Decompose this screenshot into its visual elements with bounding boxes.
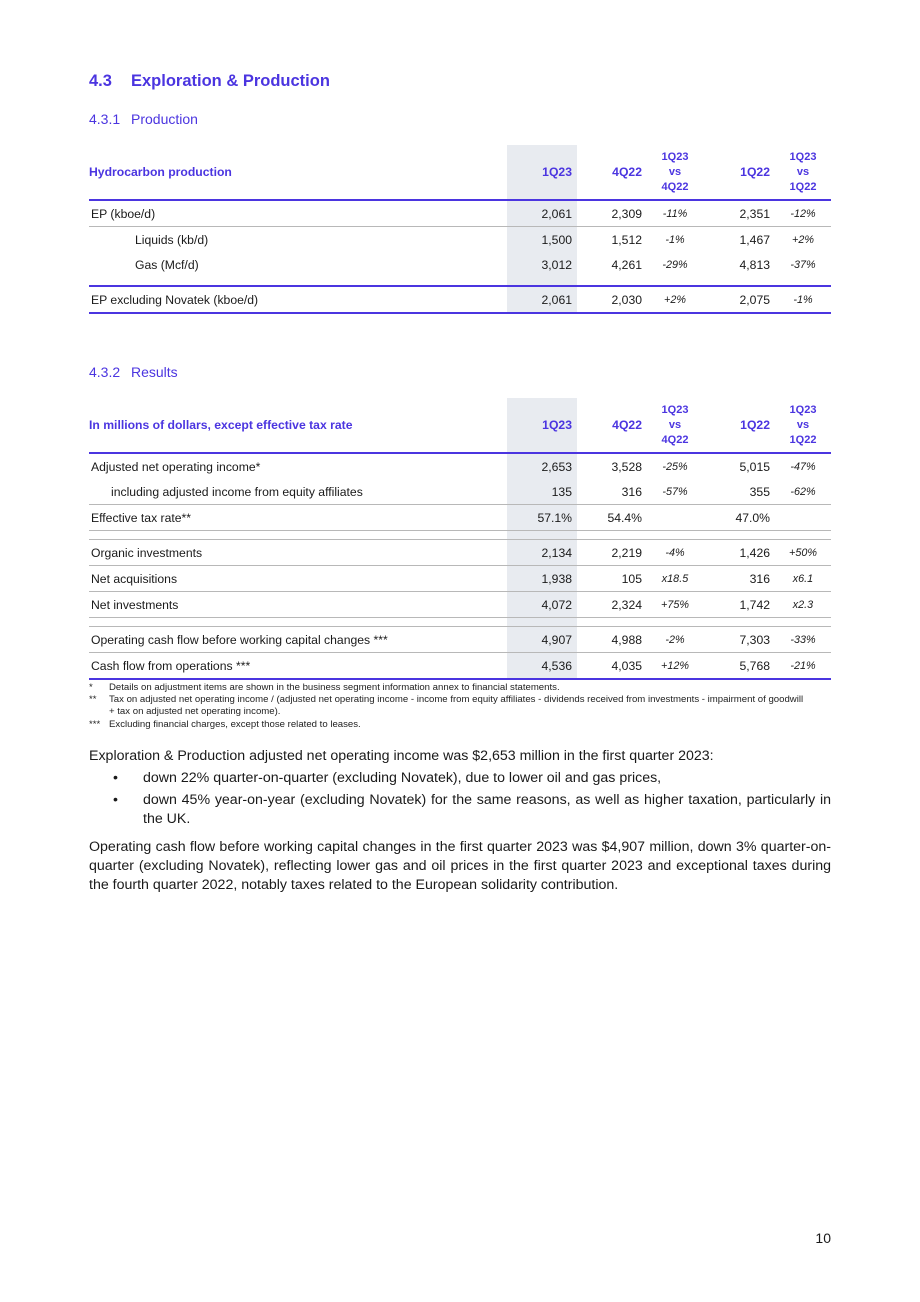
header-vs-4q22: 1Q23 vs 4Q22: [647, 398, 703, 453]
table-row: Adjusted net operating income* 2,653 3,528 -25% 5,015 -47%: [89, 453, 831, 479]
table-spacer: [89, 531, 831, 540]
production-number: 4.3.1: [89, 111, 121, 127]
production-header-row: [89, 145, 831, 200]
footnote: *** Excluding financial charges, except those related to leases.: [89, 718, 361, 730]
footnote: ** Tax on adjusted net operating income / (adjusted net operating income - income from equity affiliates - dividends received from investments - impairment of goodwill + tax on adjusted net operating income).: [89, 694, 804, 718]
table-row: Gas (Mcf/d) 3,012 4,261 -29% 4,813 -37%: [89, 252, 831, 277]
bullet-icon: •: [113, 770, 118, 786]
list-item: • down 45% year-on-year (excluding Novatek) for the same reasons, as well as higher taxation, particularly in the UK.: [113, 792, 831, 827]
production-table: [89, 145, 831, 314]
results-table: [89, 398, 831, 680]
footnote: * Details on adjustment items are shown in the business segment information annex to financial statements.: [89, 682, 560, 693]
header-vs-4q22: 1Q23 vs 4Q22: [647, 145, 703, 200]
header-vs-1q22: 1Q23 vs 1Q22: [775, 398, 831, 453]
intro-paragraph: Exploration & Production adjusted net operating income was $2,653 million in the first quarter 2023:: [89, 748, 714, 764]
header-1q22: 1Q22: [703, 398, 775, 453]
header-1q23: 1Q23: [507, 145, 577, 200]
page-number: 10: [815, 1230, 831, 1246]
footnotes: [89, 682, 809, 731]
header-1q23: 1Q23: [507, 398, 577, 453]
table-row: including adjusted income from equity affiliates 135 316 -57% 355 -62%: [89, 479, 831, 505]
bullet-list: [89, 769, 831, 832]
table-row: EP excluding Novatek (kboe/d) 2,061 2,030 +2% 2,075 -1%: [89, 286, 831, 313]
table-row: Operating cash flow before working capital changes *** 4,907 4,988 -2% 7,303 -33%: [89, 627, 831, 653]
header-1q22: 1Q22: [703, 145, 775, 200]
section-number: 4.3: [89, 72, 112, 90]
table-row: Cash flow from operations *** 4,536 4,035 +12% 5,768 -21%: [89, 653, 831, 680]
results-number: 4.3.2: [89, 364, 121, 380]
header-4q22: 4Q22: [577, 398, 647, 453]
results-title: Results: [131, 364, 178, 380]
cashflow-paragraph: Operating cash flow before working capital changes in the first quarter 2023 was $4,907 million, down 3% quarter-on-quarter (excluding Novatek), reflecting lower gas and oil prices in the first quarter 2023 and exceptional taxes during the fourth quarter 2022, notably taxes related to the European solidarity contribution.: [89, 839, 831, 893]
section-heading: [89, 72, 330, 91]
bullet-icon: •: [113, 792, 118, 808]
list-item: • down 22% quarter-on-quarter (excluding Novatek), due to lower oil and gas prices,: [113, 770, 662, 786]
table-spacer: [89, 618, 831, 627]
header-vs-1q22: 1Q23 vs 1Q22: [775, 145, 831, 200]
header-4q22: 4Q22: [577, 145, 647, 200]
table-row: EP (kboe/d) 2,061 2,309 -11% 2,351 -12%: [89, 200, 831, 227]
production-header-label: Hydrocarbon production: [89, 145, 507, 200]
table-spacer: [89, 277, 831, 286]
results-heading: [89, 364, 178, 380]
table-row: Net acquisitions 1,938 105 x18.5 316 x6.1: [89, 566, 831, 592]
table-row: Organic investments 2,134 2,219 -4% 1,426 +50%: [89, 540, 831, 566]
table-row: Net investments 4,072 2,324 +75% 1,742 x2.3: [89, 592, 831, 618]
section-title: Exploration & Production: [131, 72, 330, 90]
production-heading: [89, 111, 198, 127]
production-title: Production: [131, 111, 198, 127]
table-row: Liquids (kb/d) 1,500 1,512 -1% 1,467 +2%: [89, 227, 831, 253]
results-header-label: In millions of dollars, except effective tax rate: [89, 398, 507, 453]
table-row: Effective tax rate** 57.1% 54.4% 47.0%: [89, 505, 831, 531]
results-header-row: [89, 398, 831, 453]
